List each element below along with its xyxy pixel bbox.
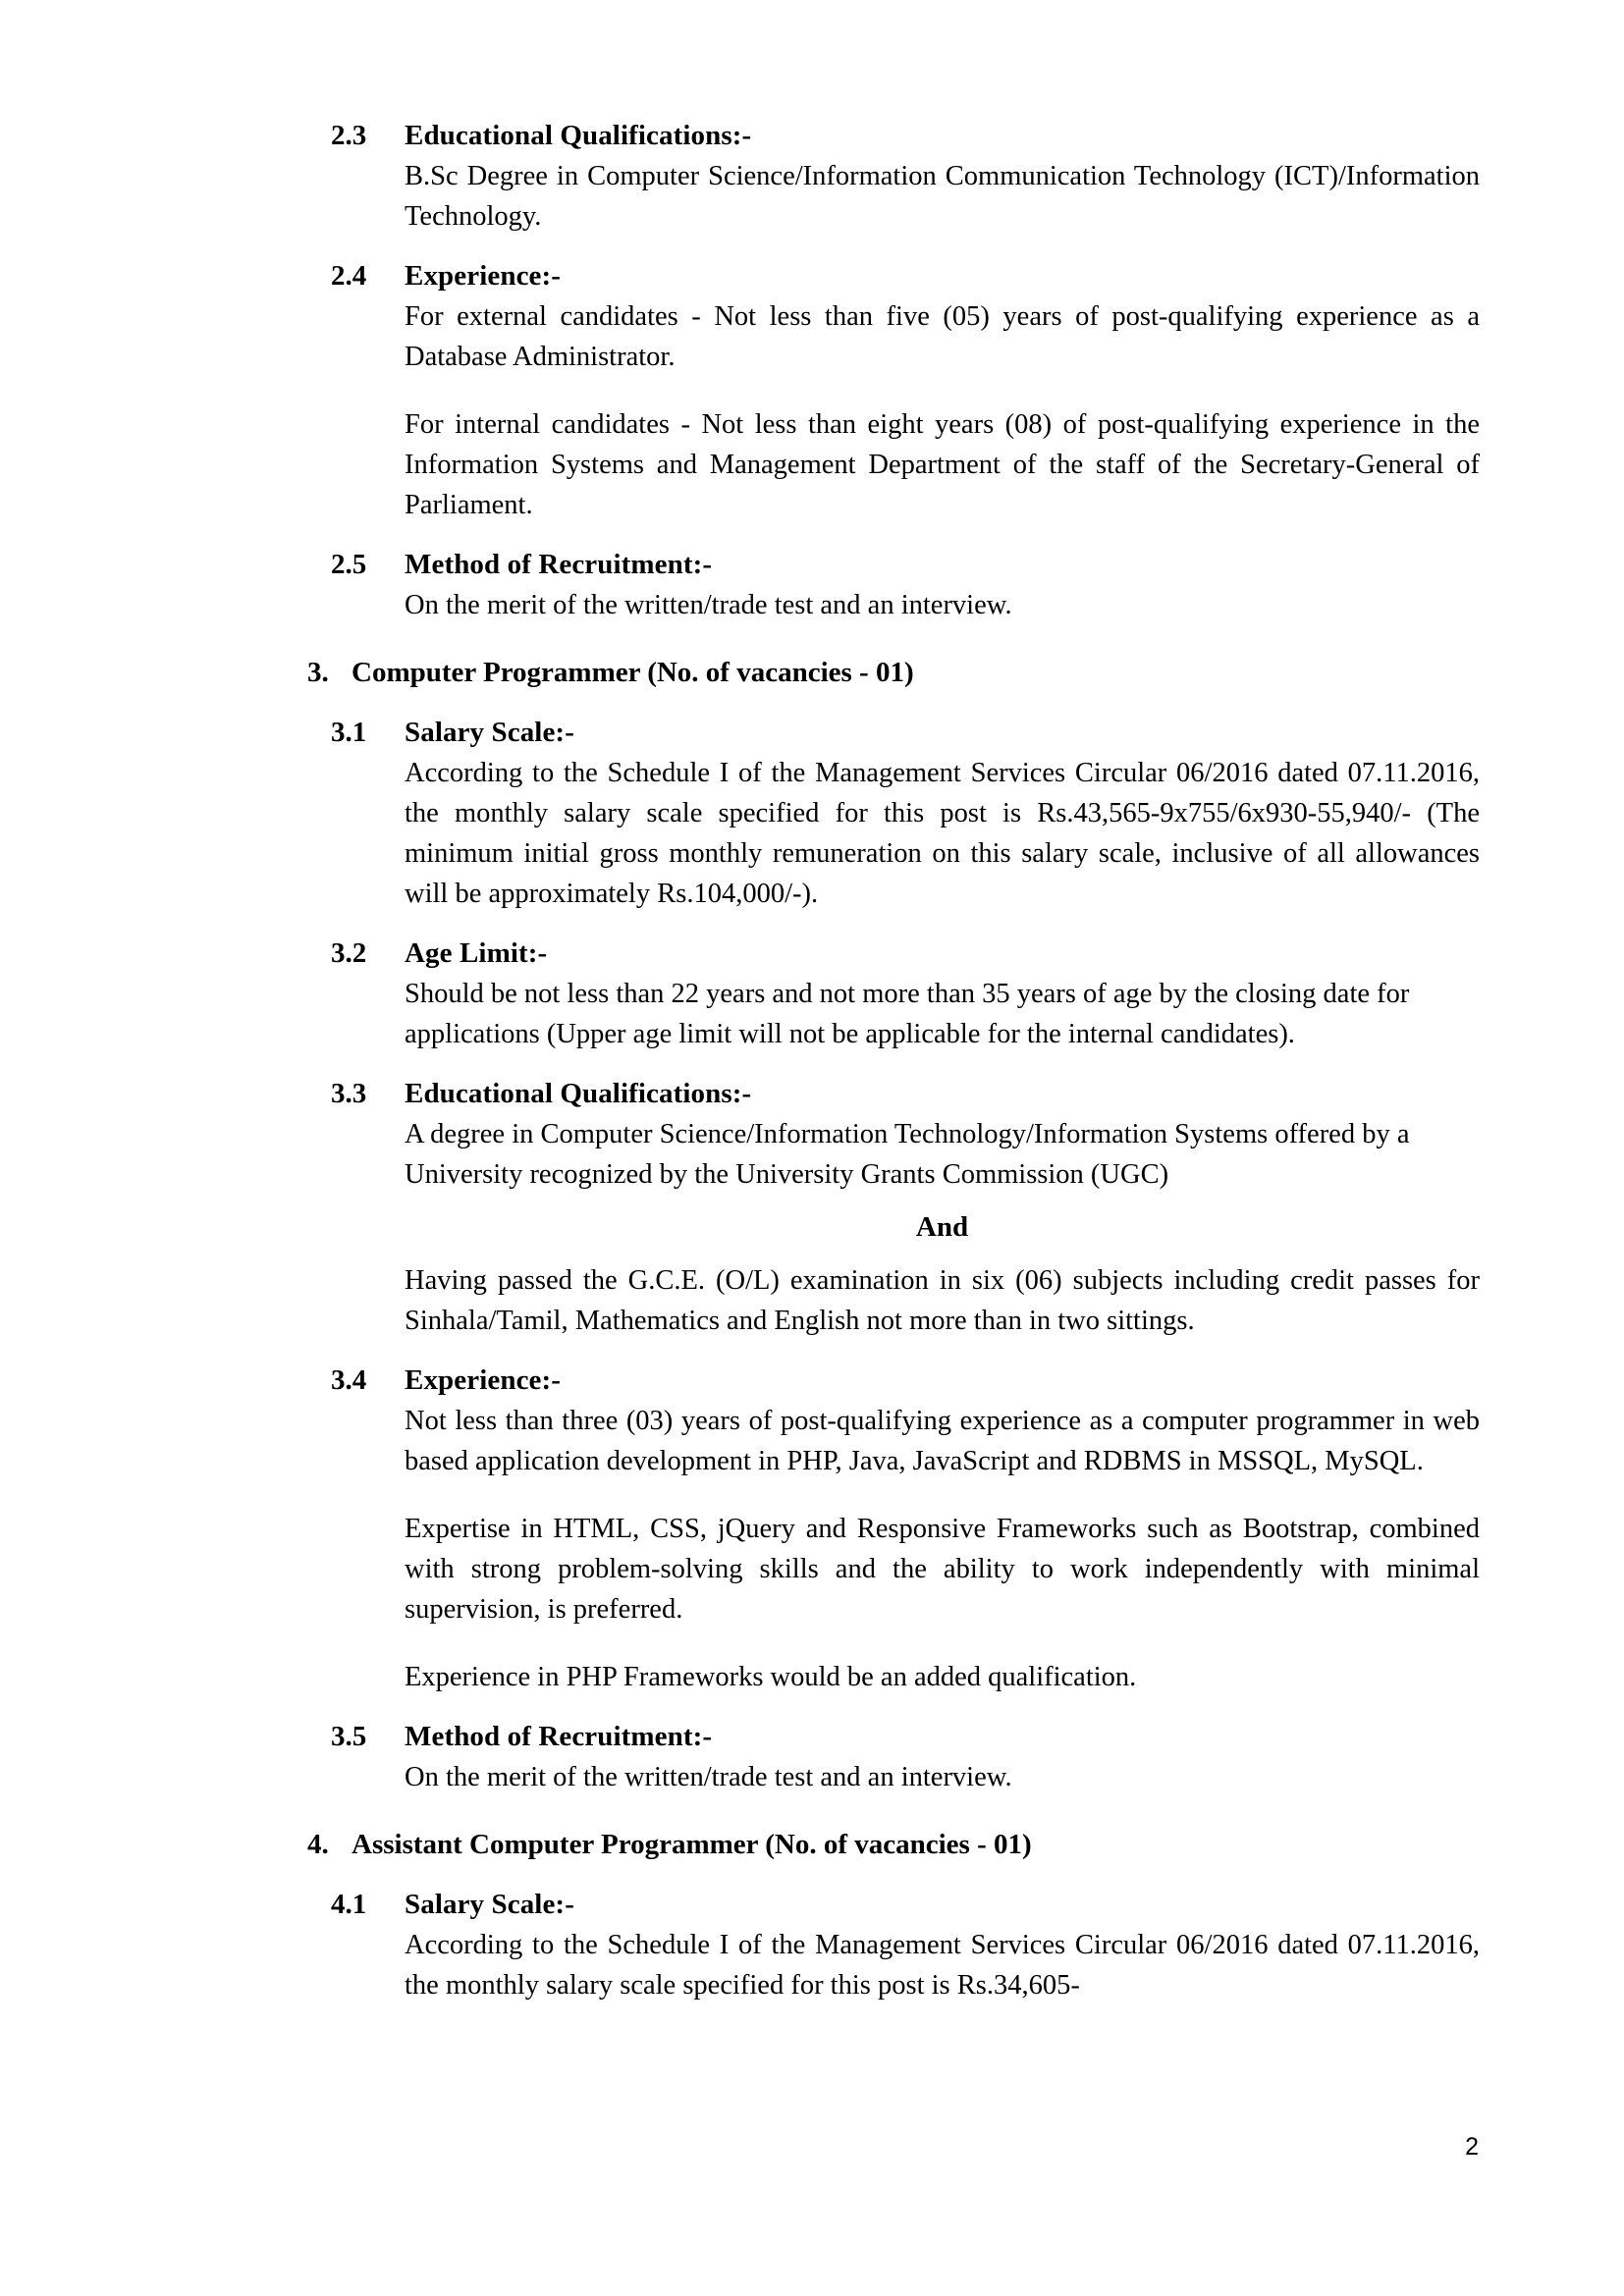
document-body — [307, 116, 1480, 2005]
section-heading: Experience:- — [405, 260, 562, 292]
spacer — [405, 377, 1480, 404]
section-content — [405, 1361, 1480, 1697]
paragraph: According to the Schedule I of the Management Services Circular 06/2016 dated 07.11.2016, the monthly salary scale specified for this post is Rs.43,565-9x755/6x930-55,940/- (The minimum initial gross monthly remuneration on this salary scale, inclusive of all allowances will be approximately Rs.104,000/-). — [405, 758, 1480, 909]
section-2-5 — [307, 545, 1480, 625]
paragraph: For external candidates - Not less than five (05) years of post-qualifying experience as a Database Administrator. — [405, 301, 1480, 372]
section-title: Computer Programmer (No. of vacancies - 01) — [352, 657, 914, 688]
section-heading: Experience:- — [405, 1364, 562, 1396]
section-content — [352, 1825, 1480, 1865]
paragraph: According to the Schedule I of the Management Services Circular 06/2016 dated 07.11.2016, the monthly salary scale specified for this post is Rs.34,605- — [405, 1930, 1480, 2001]
section-3-3 — [307, 1074, 1480, 1341]
section-content — [405, 934, 1480, 1054]
section-3-5 — [307, 1717, 1480, 1797]
section-number: 3.3 — [331, 1078, 367, 1109]
section-number: 3.1 — [331, 717, 367, 748]
section-heading: Educational Qualifications:- — [405, 120, 752, 151]
section-content — [405, 1717, 1480, 1797]
spacer — [307, 625, 1480, 653]
section-number: 4. — [307, 1829, 329, 1860]
section-content — [405, 116, 1480, 237]
paragraph: B.Sc Degree in Computer Science/Information Communication Technology (ICT)/Information Technology. — [405, 161, 1480, 232]
section-content — [405, 545, 1480, 625]
spacer — [307, 525, 1480, 545]
section-heading: Salary Scale:- — [405, 717, 574, 748]
section-content — [405, 256, 1480, 525]
spacer — [405, 1629, 1480, 1657]
spacer — [405, 1248, 1480, 1260]
section-4 — [307, 1825, 1480, 1865]
spacer — [405, 1481, 1480, 1509]
section-heading: Method of Recruitment:- — [405, 1721, 713, 1752]
spacer — [405, 1195, 1480, 1207]
section-number: 3. — [307, 657, 329, 688]
section-heading: Salary Scale:- — [405, 1889, 574, 1920]
paragraph: Not less than three (03) years of post-qualifying experience as a computer programmer in web based application development in PHP, Java, JavaScript and RDBMS in MSSQL, MySQL. — [405, 1406, 1480, 1476]
section-3-4 — [307, 1361, 1480, 1697]
section-heading: Age Limit:- — [405, 937, 548, 969]
spacer — [307, 693, 1480, 713]
section-3 — [307, 653, 1480, 693]
spacer — [307, 1054, 1480, 1074]
paragraph: On the merit of the written/trade test and an interview. — [405, 1762, 1012, 1792]
spacer — [307, 237, 1480, 256]
section-content — [405, 1074, 1480, 1341]
paragraph: On the merit of the written/trade test and an interview. — [405, 590, 1012, 620]
spacer — [307, 1865, 1480, 1885]
conjunction-and: And — [915, 1211, 969, 1243]
section-content — [405, 1885, 1480, 2005]
section-number: 2.5 — [331, 549, 367, 580]
section-content — [352, 653, 1480, 693]
spacer — [307, 1341, 1480, 1361]
section-number: 3.4 — [331, 1364, 367, 1396]
section-2-3 — [307, 116, 1480, 237]
paragraph: Expertise in HTML, CSS, jQuery and Responsive Frameworks such as Bootstrap, combined with strong problem-solving skills and the ability to work independently with minimal supervision, is preferred. — [405, 1514, 1480, 1625]
paragraph: A degree in Computer Science/Information Technology/Information Systems offered by a University recognized by the University Grants Commission (UGC) — [405, 1119, 1410, 1190]
paragraph: Should be not less than 22 years and not more than 35 years of age by the closing date for applications (Upper age limit will not be applicable for the internal candidates). — [405, 979, 1410, 1049]
paragraph: For internal candidates - Not less than eight years (08) of post-qualifying experience in the Information Systems and Management Department of the staff of the Secretary-General of Parliament. — [405, 409, 1480, 520]
section-2-4 — [307, 256, 1480, 525]
page-number: 2 — [1465, 2133, 1479, 2161]
paragraph: Experience in PHP Frameworks would be an added qualification. — [405, 1662, 1137, 1692]
section-heading: Educational Qualifications:- — [405, 1078, 752, 1109]
spacer — [307, 914, 1480, 934]
section-title: Assistant Computer Programmer (No. of vacancies - 01) — [352, 1829, 1032, 1860]
section-3-2 — [307, 934, 1480, 1054]
paragraph: Having passed the G.C.E. (O/L) examination in six (06) subjects including credit passes for Sinhala/Tamil, Mathematics and English not more than in two sittings. — [405, 1265, 1480, 1336]
section-3-1 — [307, 713, 1480, 914]
section-number: 2.4 — [331, 260, 367, 292]
section-heading: Method of Recruitment:- — [405, 549, 713, 580]
section-number: 3.2 — [331, 937, 367, 969]
section-content — [405, 713, 1480, 914]
section-number: 2.3 — [331, 120, 367, 151]
section-4-1 — [307, 1885, 1480, 2005]
section-number: 3.5 — [331, 1721, 367, 1752]
section-number: 4.1 — [331, 1889, 367, 1920]
spacer — [307, 1797, 1480, 1825]
spacer — [307, 1697, 1480, 1717]
